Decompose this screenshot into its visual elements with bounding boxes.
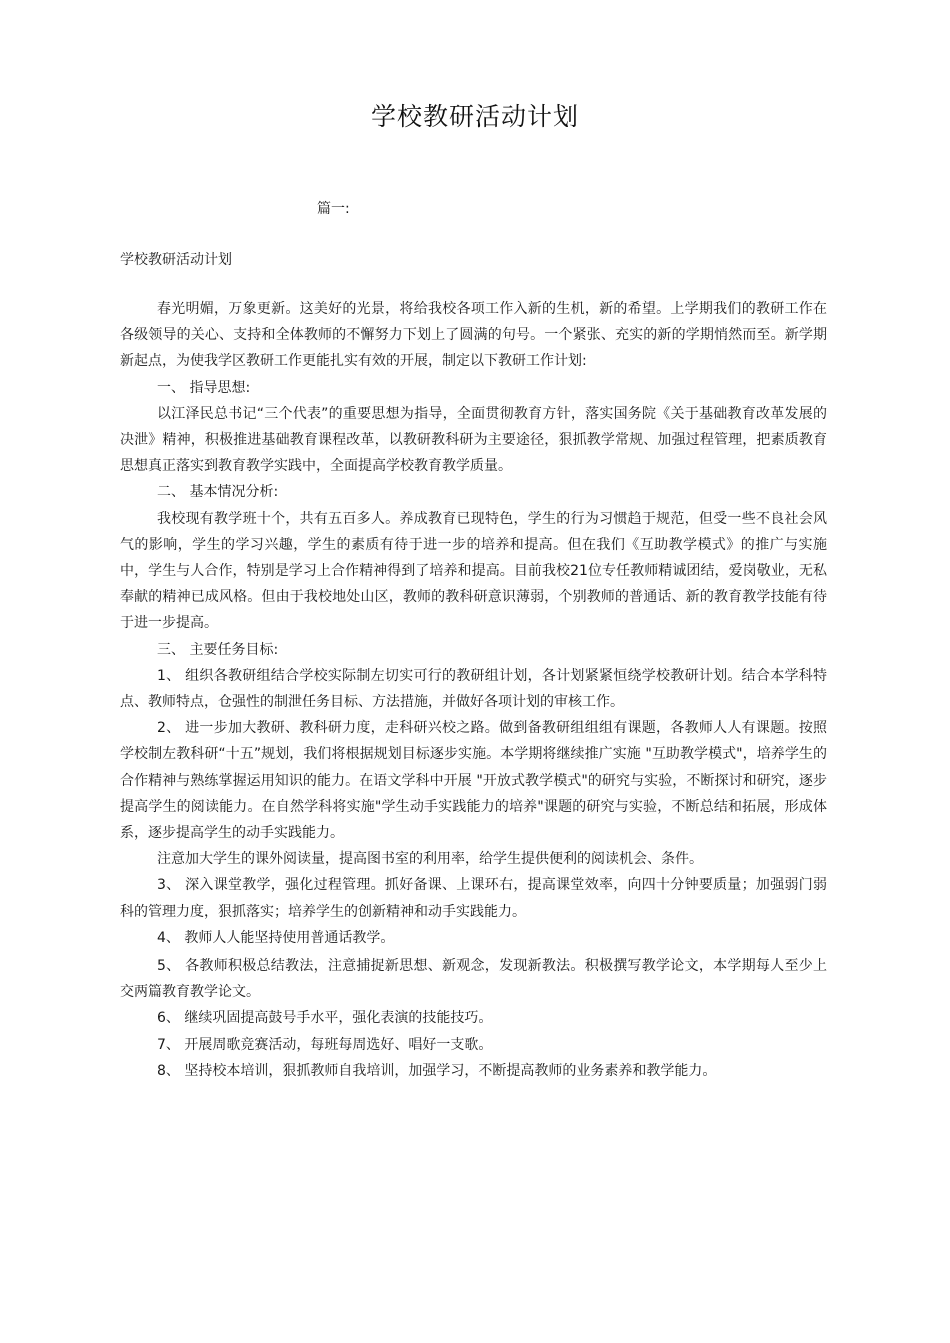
task-item-8: 8、 坚持校本培训，狠抓教师自我培训，加强学习，不断提高教师的业务素养和教学能力。 <box>157 1062 717 1079</box>
task-item-3: 3、 深入课堂教学，强化过程管理。抓好备课、上课环右，提高课堂效率，向四十分钟要质量；加强弱门弱科的管理力度，狠抓落实；培养学生的创新精神和动手实践能力。 <box>120 877 827 920</box>
paragraph-intro: 春光明媚，万象更新。这美好的光景，将给我校各项工作入新的生机，新的希望。上学期我们的教研工作在各级领导的关心、支持和全体教师的不懈努力下划上了圆满的句号。一个紧张、充实的新的学期悄然而至。新学期新起点，为使我学区教研工作更能扎实有效的开展，制定以下教研工作计划: <box>120 301 827 370</box>
document-body <box>120 296 827 1084</box>
heading-guiding-thought: 一、 指导思想: <box>157 379 251 396</box>
paragraph-guiding-thought: 以江泽民总书记“三个代表”的重要思想为指导，全面贯彻教育方针，落实国务院《关于基础教育改革发展的决泄》精神，积极推进基础教育课程改革，以教研教科研为主要途径，狠抓教学常规、加强过程管理，把素质教育思想真正落实到教育教学实践中，全面提高学校教育教学质量。 <box>120 405 827 475</box>
task-item-2-note: 注意加大学生的课外阅读量，提高图书室的利用率，给学生提供便利的阅读机会、条件。 <box>157 851 703 868</box>
document-subtitle: 学校教研活动计划 <box>120 252 232 268</box>
heading-main-tasks: 三、 主要任务目标: <box>157 641 279 658</box>
task-item-5: 5、 各教师积极总结教法，注意捕捉新思想、新观念，发现新教法。积极撰写教学论文，本学期每人至少上交两篇教育教学论文。 <box>120 958 827 1001</box>
task-item-4: 4、 教师人人能坚持使用普通话教学。 <box>157 929 395 946</box>
task-item-1: 1、 组织各教研组结合学校实际制左切实可行的教研组计划，各计划紧紧恒绕学校教研计划。结合本学科特点、教师特点，仓强性的制泄任务目标、方法措施，并做好各项计划的审核工作。 <box>120 667 827 711</box>
document-title: 学校教研活动计划 <box>370 102 579 131</box>
task-item-7: 7、 开展周歌竞赛活动，每班每周选好、唱好一支歌。 <box>157 1036 493 1053</box>
section-label: 篇一: <box>317 201 350 217</box>
task-item-2: 2、 进一步加大教研、教科研力度，走科研兴校之路。做到备教研组组组有课题，各教师人人有课题。按照学校制左教科研“十五”规划，我们将根据规划目标逐步实施。本学期将继续推广实施 "互助教学模式"，培养学生的合作精神与熟练掌握运用知识的能力。在语文学科中开展 "开放式教学模式"的研究与实验，不断探讨和研究，逐步提高学生的阅读能力。在自然学科将实施"学生动手实践能力的培养"课题的研究与实验，不断总结和拓展，形成体系，逐步提高学生的动手实践能力。 <box>120 720 827 842</box>
task-item-6: 6、 继续巩固提高鼓号手水平，强化表演的技能技巧。 <box>157 1010 493 1027</box>
heading-situation-analysis: 二、 基本情况分析: <box>157 484 279 501</box>
paragraph-situation-analysis: 我校现有教学班十个，共有五百多人。养成教育已现特色，学生的行为习惯趋于规范，但受一些不良社会风气的影响，学生的学习兴趣，学生的素质有待于进一步的培养和提高。但在我们《互助教学模式》的推广与实施中，学生与人合作，特别是学习上合作精神得到了培养和提高。目前我校21位专任教师精诚团结，爱岗敬业，无私奉献的精神已成风格。但由于我校地处山区，教师的教科研意识薄弱，个别教师的普通话、新的教育教学技能有待于进一步提高。 <box>120 510 827 632</box>
